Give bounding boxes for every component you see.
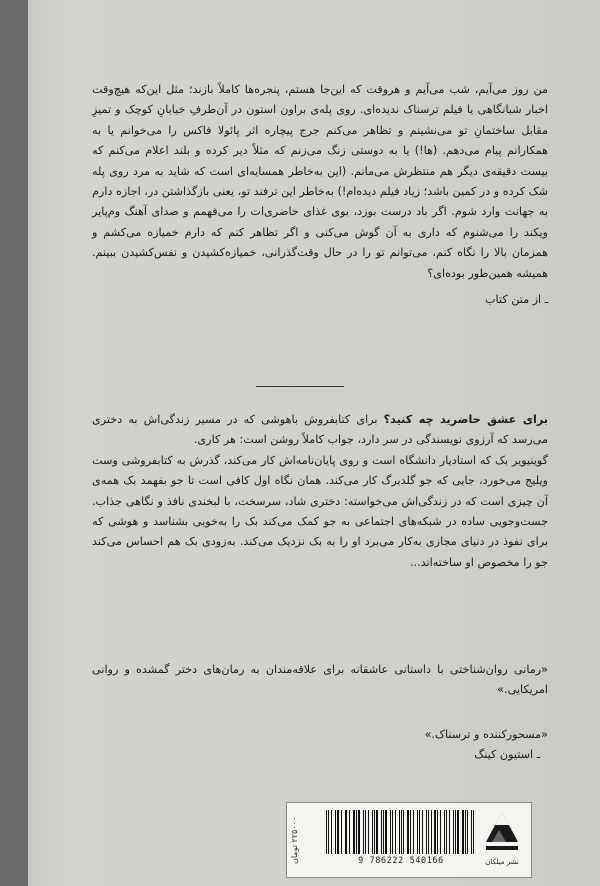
barcode-bar — [428, 810, 429, 854]
barcode-bar — [473, 810, 474, 854]
barcode-bar — [395, 810, 396, 854]
blurb-body: گوینیویر بک که استادیار دانشگاه است و روی پایان‌نامه‌اش کار می‌کند، گذرش به کتابفروشی وست ویلیج می‌خورد، جایی که جو گلدبرگ کار می‌کند. همان نگاه اول کافی است تا جو بفهمد بک همه‌ی آن چیزی است که در زندگی‌اش می‌خواسته: دختری شاد، سرسخت، با لبخندی نافذ و نگاهی جذاب. جست‌وجویی ساده در شبکه‌های اجتماعی به جو کمک می‌کند بک را به‌خوبی بشناسد و هوشی که برای نفوذ در دنیای مجازی به‌کار می‌برد او را به بک نزدیک می‌کند. به‌زودی بک هم احساس می‌کند جو را مخصوص او ساخته‌اند... — [92, 453, 548, 569]
barcode-bar — [403, 810, 404, 854]
endorsement-author: ـ استیون کینگ — [474, 748, 540, 762]
author-endorsement — [92, 725, 548, 766]
barcode-bar — [358, 810, 360, 854]
book-excerpt — [92, 80, 548, 310]
barcode-bar — [437, 810, 438, 854]
barcode-bar — [331, 810, 332, 854]
barcode-bar — [337, 810, 339, 854]
barcode-bar — [401, 810, 402, 854]
barcode-bar — [471, 810, 472, 854]
barcode-bar — [399, 810, 400, 854]
barcode-bar — [449, 810, 450, 854]
blurb-question: برای عشق حاضرید چه کنید؟ — [383, 413, 548, 426]
barcode-bar — [392, 810, 393, 854]
excerpt-paragraph: من روز می‌آیم، شب می‌آیم و هروقت که این‌جا هستم، پنجره‌ها کاملاً بازند؛ مثل این‌که هیچ‌وقت اخبار شبانگاهی یا فیلم ترسناک ندیده‌ای. روی پله‌ی براون استون در آن‌طرفِ خیابانِ کوچک و تمیزِ مقابل ساختمانِ تو می‌نشینم و تظاهر می‌کنم جرج پیچاره اثر پائولا فاکس را می‌خوانم یا به همکارانم پیام می‌دهم. (ها!) یا به دوستی زنگ می‌زنم که مثلاً دیر کرده و بلند اعلام می‌کنم که بیست دقیقه‌ی دیگر هم منتظرش می‌مانم. (این به‌خاطر همسایه‌ای است که شاید به مرد روی پله شک کرده و در کمین باشد؛ زیاد فیلم دیده‌ام!) به‌خاطر این ترفند تو، یعنی بازگذاشتن در، اجازه دارم به جهانت وارد شوم. اگر باد درست بوزد، بوی غذای حاضری‌ات را می‌فهمم و صدای آهنگ وم‌پایر ویکند را می‌شنوم که داری به آن گوش می‌کنی و اگر تظاهر کنم که دارم خمیازه می‌کشم و همزمان بالا را نگاه کنم، می‌توانم تو را در حال وقت‌گذرانی، خمیازه‌کشیدن و نفس‌کشیدن ببینم. همیشه همین‌طور بوده‌ای؟ — [92, 83, 548, 280]
barcode-bar — [453, 810, 454, 854]
barcode-bar — [446, 810, 447, 854]
endorsement-text: «مسحورکننده و ترسناک.» — [424, 728, 548, 741]
barcode-bar — [410, 810, 411, 854]
blurb-intro — [92, 410, 548, 451]
excerpt-source: ـ از متن کتاب — [485, 293, 548, 307]
barcode-bar — [368, 810, 369, 854]
barcode-bar — [467, 810, 468, 854]
barcode-bar — [346, 810, 347, 854]
barcode-bar — [341, 810, 342, 854]
barcode-bar — [462, 810, 464, 854]
barcode-bar — [444, 810, 445, 854]
barcode-bar — [426, 810, 427, 854]
barcode-bar — [381, 810, 382, 854]
isbn-number: 9 786222 540166 — [358, 856, 444, 866]
barcode-bar — [465, 810, 466, 854]
barcode-bar — [385, 810, 387, 854]
barcode-bar — [434, 810, 436, 854]
barcode-bar — [349, 810, 350, 854]
barcode-bar — [335, 810, 336, 854]
barcode-bar — [383, 810, 384, 854]
barcode-bar — [457, 810, 458, 854]
barcode-bar — [419, 810, 420, 854]
barcode-bar — [353, 810, 354, 854]
barcode-bar — [440, 810, 441, 854]
publisher-name: نشر میلکان — [485, 858, 519, 866]
barcode-bar — [417, 810, 418, 854]
barcode-bar — [356, 810, 357, 854]
barcode-bar — [365, 810, 366, 854]
barcode-bar — [422, 810, 423, 854]
barcode-bars — [326, 810, 476, 854]
barcode-bar — [326, 810, 327, 854]
barcode-bar — [345, 810, 346, 854]
barcode-bar — [431, 810, 432, 854]
barcode-bar — [328, 810, 329, 854]
book-blurb — [92, 410, 548, 573]
barcode-bar — [407, 810, 409, 854]
barcode-bar — [372, 810, 373, 854]
price-label: ۲۲۵۰۰۰ تومان — [290, 816, 299, 864]
section-divider — [256, 386, 344, 387]
barcode-bar — [376, 810, 377, 854]
barcode-bar — [413, 810, 414, 854]
barcode-bar — [455, 810, 456, 854]
barcode-bar — [363, 810, 364, 854]
barcode-bar — [374, 810, 375, 854]
blurb-lead: برای کتابفروش باهوشی که در مسیر زندگی‌اش به دختری می‌رسد که آرزوی نویسندگی در سر دارد، جواب کاملاً روشن است: هر کاری. — [92, 413, 548, 447]
review-quote: «رمانی روان‌شناختی با داستانی عاشقانه برای علاقه‌مندان به رمان‌های دختر گمشده و روانی امریکایی.» — [92, 663, 548, 697]
barcode-bar — [390, 810, 391, 854]
